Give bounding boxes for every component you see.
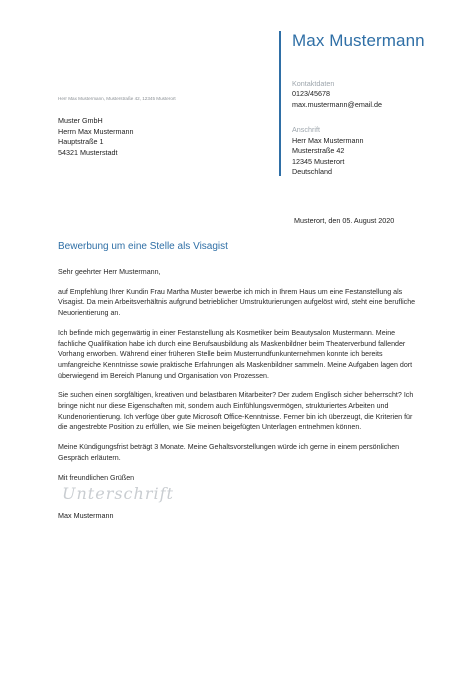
signature-name: Max Mustermann bbox=[58, 511, 114, 520]
address-line: Herr Max Mustermann bbox=[292, 135, 364, 145]
salutation: Sehr geehrter Herr Mustermann, bbox=[58, 268, 161, 276]
closing: Mit freundlichen Grüßen bbox=[58, 473, 135, 482]
body-paragraph: auf Empfehlung Ihrer Kundin Frau Martha Muster bewerbe ich mich in Ihrem Haus um eine Festanstellung als Visagist. Da mein Arbeitsverhältnis aufgrund betrieblicher Umstrukturierungen aufgelöst wird, steht eine berufliche Neuorientierung an. bbox=[58, 287, 416, 318]
body-paragraph: Meine Kündigungsfrist beträgt 3 Monate. Meine Gehaltsvorstellungen würde ich gerne in einem persönlichen Gespräch erläutern. bbox=[58, 443, 400, 462]
recipient-block bbox=[58, 116, 134, 158]
address-line: 12345 Musterort bbox=[292, 156, 345, 166]
letter-body bbox=[58, 267, 418, 492]
address-block bbox=[292, 125, 364, 178]
email-address: max.mustermann@email.de bbox=[292, 99, 382, 109]
signature-image: Unterschrift bbox=[62, 484, 174, 503]
phone-number: 0123/45678 bbox=[292, 89, 330, 99]
applicant-name: Max Mustermann bbox=[292, 31, 425, 50]
contact-label: Kontaktdaten bbox=[292, 79, 335, 88]
letter-date: Musterort, den 05. August 2020 bbox=[294, 216, 395, 225]
recipient-line: 54321 Musterstadt bbox=[58, 147, 118, 157]
contact-block bbox=[292, 79, 382, 110]
header-accent-bar bbox=[279, 31, 281, 176]
recipient-line: Muster GmbH bbox=[58, 116, 103, 125]
recipient-line: Herrn Max Mustermann bbox=[58, 126, 134, 136]
address-label: Anschrift bbox=[292, 125, 320, 134]
body-paragraph: Ich befinde mich gegenwärtig in einer Festanstellung als Kosmetiker beim Beautysalon Mustermann. Meine fachliche Qualifikation habe ich durch eine Berufsausbildung als Maskenbildner beim Theaterverbund fallender Vorhang erworben. Während einer früheren Stelle beim Musterrundfunkunternehmen konnte ich bereits umfangreiche Kenntnisse sowie praktische Erfahrungen als Maskenbildner sammeln. Meine Aufgaben lagen dort überwiegend im Bereich Planung und Organisation von Prozessen. bbox=[58, 328, 413, 380]
recipient-line: Hauptstraße 1 bbox=[58, 137, 104, 147]
letter-subject: Bewerbung um eine Stelle als Visagist bbox=[58, 241, 228, 252]
address-line: Musterstraße 42 bbox=[292, 146, 345, 156]
sender-return-line: Herr Max Mustermann, Musterstraße 42, 12345 Musterort bbox=[58, 96, 176, 101]
address-line: Deutschland bbox=[292, 167, 332, 177]
body-paragraph: Sie suchen einen sorgfältigen, kreativen und belastbaren Mitarbeiter? Der zudem Englisch sicher beherrscht? Ich bringe nicht nur diese Eigenschaften mit, sondern auch Einfühlungsvermögen, strukturiertes Arbeiten und Kundenorientierung. Ich verfüge über gute Microsoft Office-Kenntnisse. Ferner bin ich überzeugt, die Kriterien für die angestrebte Position zu erfüllen, wie Sie meinen beigefügten Unterlagen entnehmen können. bbox=[58, 391, 414, 432]
